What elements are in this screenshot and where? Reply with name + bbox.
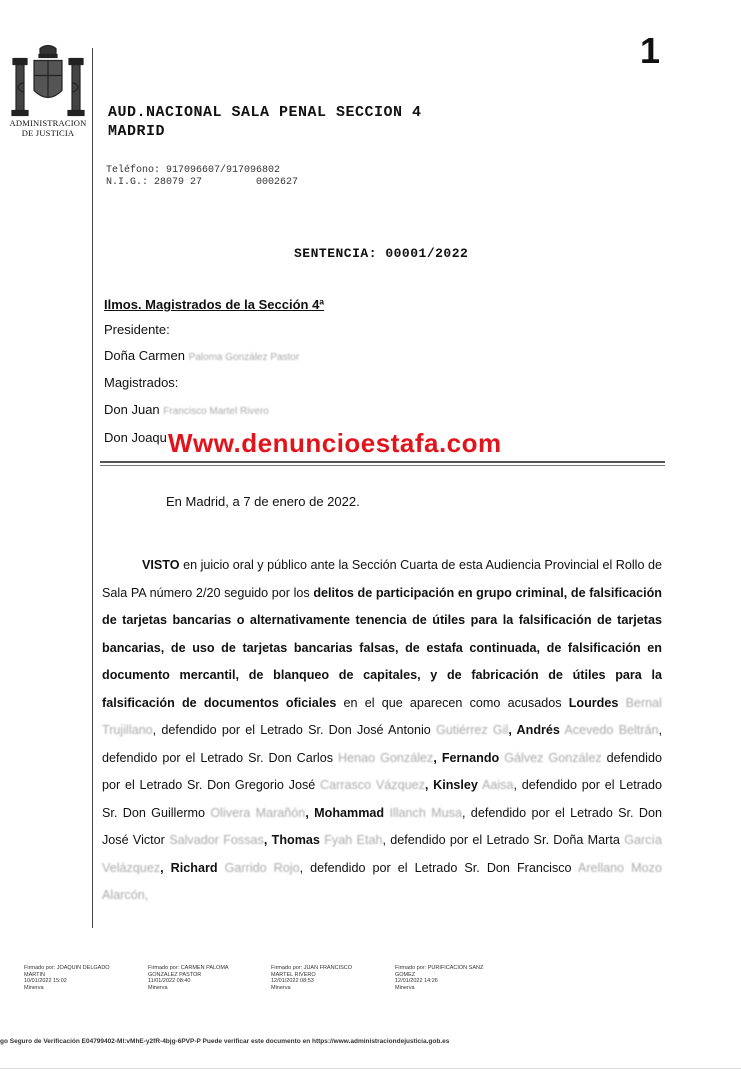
magistrate-2: Don Joaqu xyxy=(104,430,167,445)
presidente-name: Doña Carmen Paloma González Pastor xyxy=(104,348,300,363)
magistrados-label: Magistrados: xyxy=(104,375,179,390)
signature-block: Firmado por: JUAN FRANCISCO MARTEL RIVERO 12/01/2022 08:53 Minerva xyxy=(271,965,352,991)
redacted-text: Paloma González Pastor xyxy=(188,352,300,363)
phone-line: Teléfono: 917096607/917096802 xyxy=(106,165,281,176)
page-number: 1 xyxy=(640,30,661,71)
verification-code: go Seguro de Verificación E04799402-MI:vMhE-y2fR-4bjg-6PVP-P Puede verificar este documento en https://www.administraciondejusticia.gob.es xyxy=(0,1038,450,1045)
divider xyxy=(100,461,665,463)
court-city: MADRID xyxy=(108,123,166,140)
margin-line xyxy=(92,48,93,928)
redacted-text: Francisco Martel Rivero xyxy=(163,406,269,417)
presidente-label: Presidente: xyxy=(104,322,170,337)
logo-caption: ADMINISTRACION DE JUSTICIA xyxy=(9,118,87,138)
magistrate-1: Don Juan Francisco Martel Rivero xyxy=(104,402,269,417)
date-line: En Madrid, a 7 de enero de 2022. xyxy=(166,494,360,509)
watermark-text: Www.denuncioestafa.com xyxy=(168,428,502,458)
magistrates-heading: Ilmos. Magistrados de la Sección 4ª xyxy=(104,297,325,312)
signature-block: Firmado por: CARMEN PALOMA GONZALEZ PASTOR 11/01/2022 08:40 Minerva xyxy=(148,965,229,991)
divider xyxy=(100,465,665,466)
nig-line: N.I.G.: 28079 27 0002627 xyxy=(106,177,299,188)
signature-block: Firmado por: PURIFICACION SANZ GOMEZ 12/01/2022 14:26 Minerva xyxy=(395,965,484,991)
body-paragraph: VISTO en juicio oral y público ante la Sección Cuarta de esta Audiencia Provincial el Rollo de Sala PA número 2/20 seguido por los delitos de participación en grupo criminal, de falsificación de tarjetas bancarias o alternativamente tenencia de útiles para la falsificación de tarjetas bancarias, de uso de tarjetas bancarias falsas, de estafa continuada, de falsificación en documento mercantil, de blanqueo de capitales, y de fabricación de útiles para la falsificación de documentos oficiales en el que aparecen como acusados Lourdes Bernal Trujillano, defendido por el Letrado Sr. Don José Antonio Gutiérrez Gil, Andrés Acevedo Beltrán, defendido por el Letrado Sr. Don Carlos Henao González, Fernando Gálvez González defendido por el Letrado Sr. Don Gregorio José Carrasco Vázquez, Kinsley Aaisa, defendido por el Letrado Sr. Don Guillermo Olivera Marañón, Mohammad Illanch Musa, defendido por el Letrado Sr. Don José Victor Salvador Fossas, Thomas Fyah Etah, defendido por el Letrado Sr. Doña Marta García Velázquez, Richard Garrido Rojo, defendido por el Letrado Sr. Don Francisco Arellano Mozo Alarcón, xyxy=(102,558,663,902)
signature-block: Firmado por: JOAQUIN DELGADO MARTIN 10/01/2022 15:02 Minerva xyxy=(24,965,110,991)
footer-divider xyxy=(0,1068,741,1069)
court-name: AUD.NACIONAL SALA PENAL SECCION 4 xyxy=(108,104,422,121)
sentence-body xyxy=(102,552,662,910)
sentencia-number: SENTENCIA: 00001/2022 xyxy=(294,246,469,261)
